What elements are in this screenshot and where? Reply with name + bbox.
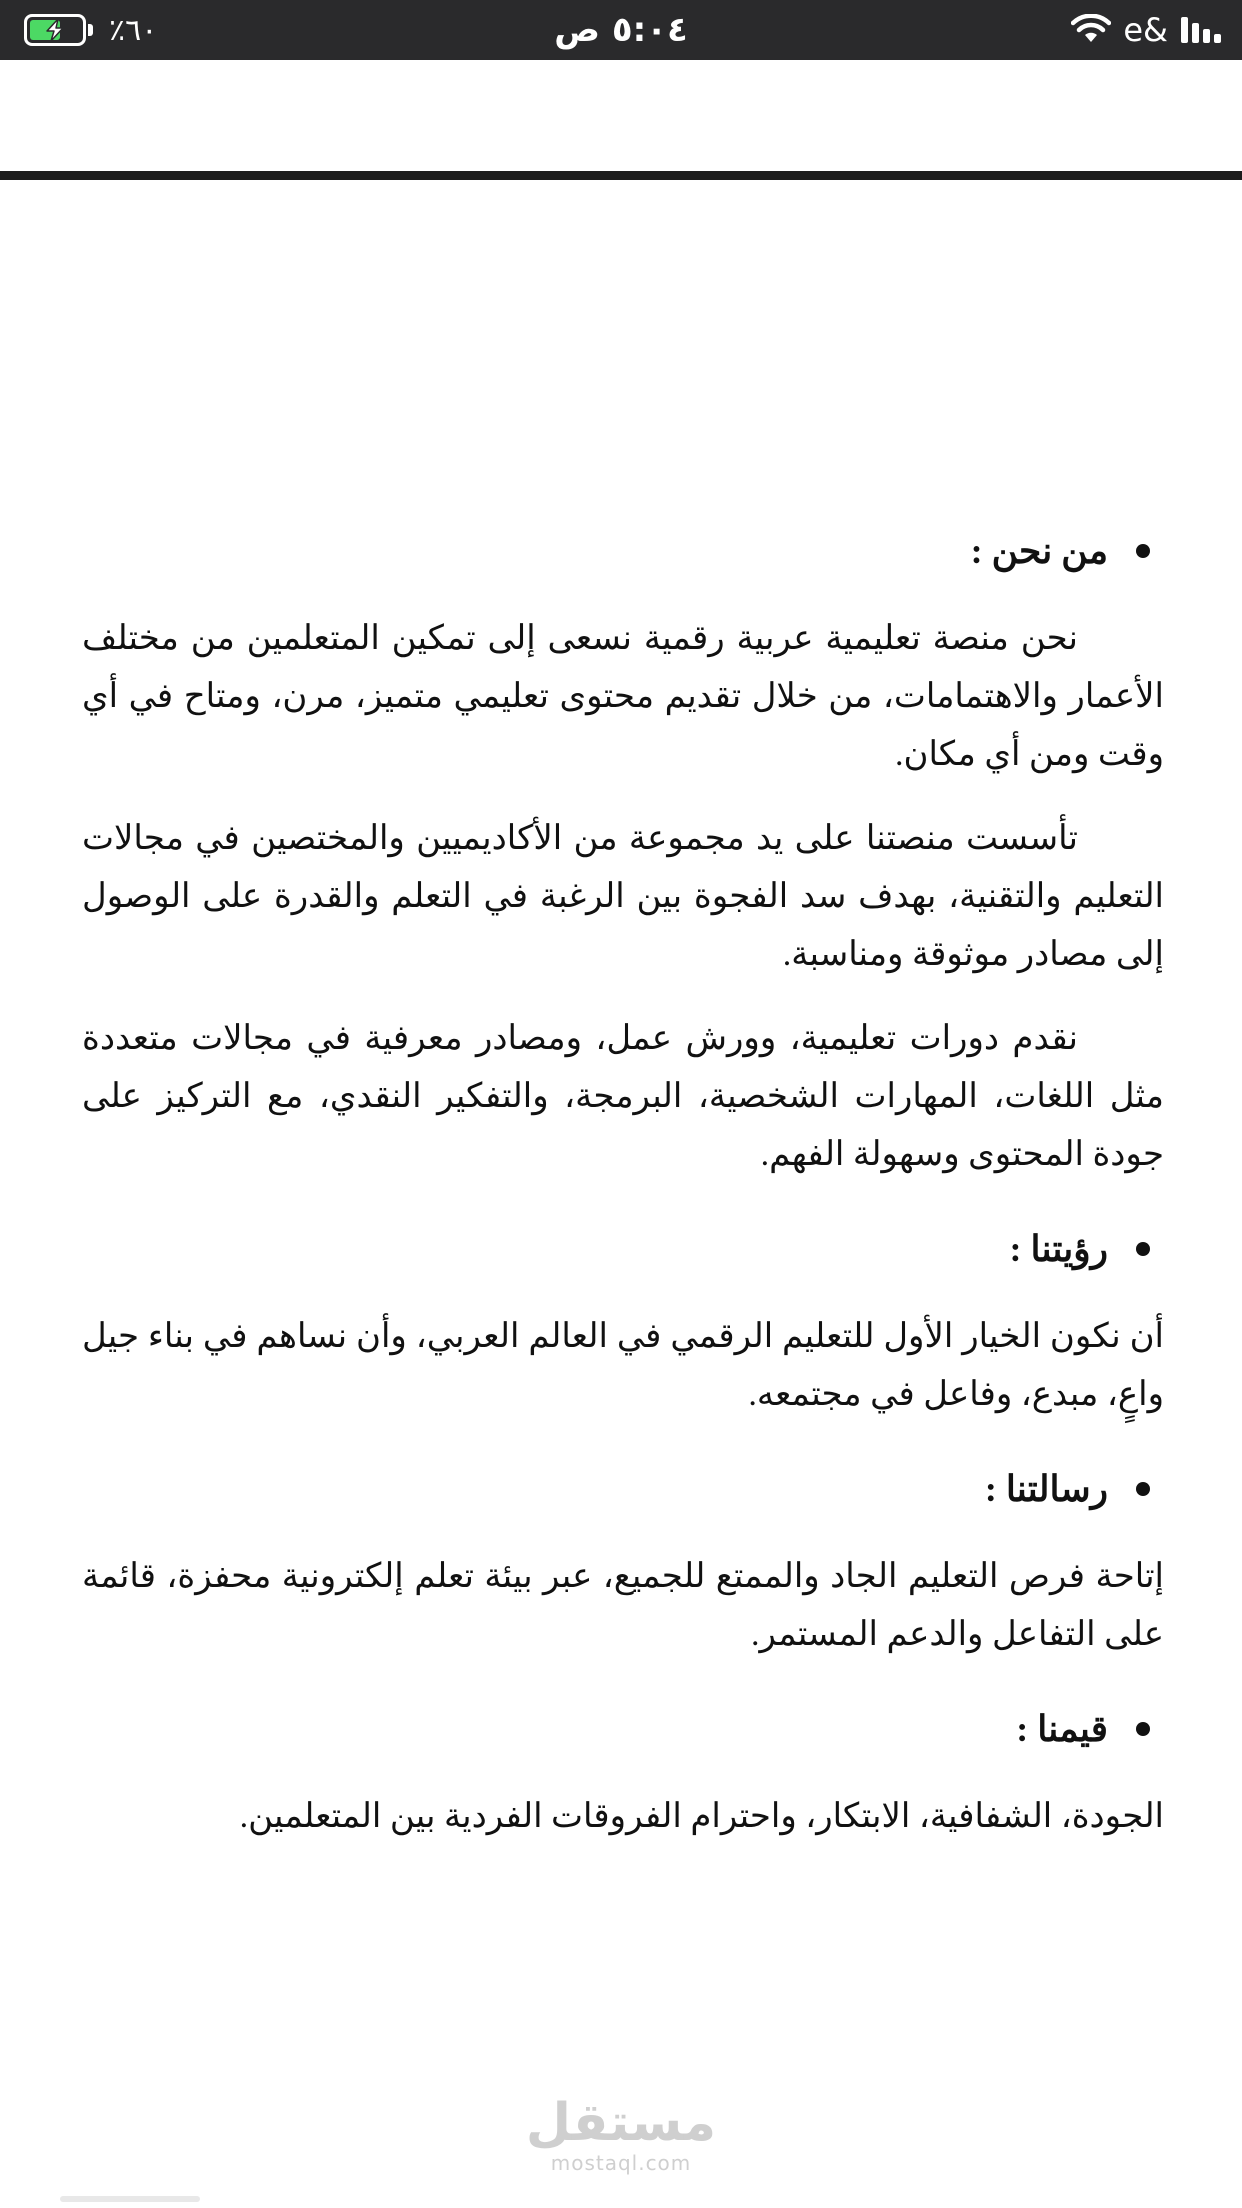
section-heading [82,1220,1164,1278]
paragraph: نحن منصة تعليمية عربية رقمية نسعى إلى تمكين المتعلمين من مختلف الأعمار والاهتمامات، من خلال تقديم محتوى تعليمي متميز، مرن، ومتاح في أي وقت ومن أي مكان. [82,620,1164,773]
watermark-logo-text: مستقل [525,2093,717,2153]
heading-text: من نحن : [970,531,1108,571]
about-us-article [82,522,1164,1872]
bullet-icon [1136,544,1150,558]
watermark-domain: mostaql.com [550,2151,692,2175]
heading-text: قيمنا : [1016,1709,1108,1749]
wifi-icon [1071,14,1111,46]
section-heading [82,522,1164,580]
heading-text: رؤيتنا : [1009,1229,1108,1269]
battery-percent: ٪٦٠ [109,12,158,48]
signal-bars-icon [1180,15,1224,45]
bullet-icon [1136,1722,1150,1736]
section-about-us [82,522,1164,1184]
section-vision [82,1220,1164,1424]
paragraph: الجودة، الشفافية، الابتكار، واحترام الفروقات الفردية بين المتعلمين. [239,1798,1164,1835]
connectivity-indicators [1071,8,1224,52]
section-mission [82,1460,1164,1664]
paragraph: أن نكون الخيار الأول للتعليم الرقمي في العالم العربي، وأن نساهم في بناء جيل واعٍ، مبدع، وفاعل في مجتمعه. [82,1318,1164,1413]
carrier-name: e& [1123,11,1168,49]
heading-text: رسالتنا : [984,1469,1108,1509]
status-bar [0,0,1242,60]
home-indicator[interactable] [60,2196,200,2202]
bullet-icon [1136,1482,1150,1496]
section-heading [82,1460,1164,1518]
bullet-icon [1136,1242,1150,1256]
header-divider [0,171,1242,180]
paragraph: إتاحة فرص التعليم الجاد والممتع للجميع، عبر بيئة تعلم إلكترونية محفزة، قائمة على التفاعل والدعم المستمر. [82,1558,1164,1653]
paragraph: تأسست منصتنا على يد مجموعة من الأكاديميين والمختصين في مجالات التعليم والتقنية، بهدف سد الفجوة بين الرغبة في التعلم والقدرة على الوصول إلى مصادر موثوقة ومناسبة. [82,820,1164,973]
mostaql-watermark [0,2095,1242,2175]
clock: ٥:٠٤ ص [554,10,688,50]
section-values [82,1700,1164,1846]
paragraph: نقدم دورات تعليمية، وورش عمل، ومصادر معرفية في مجالات متعددة مثل اللغات، المهارات الشخصية، البرمجة، والتفكير النقدي، مع التركيز على جودة المحتوى وسهولة الفهم. [82,1020,1164,1173]
section-heading [82,1700,1164,1758]
